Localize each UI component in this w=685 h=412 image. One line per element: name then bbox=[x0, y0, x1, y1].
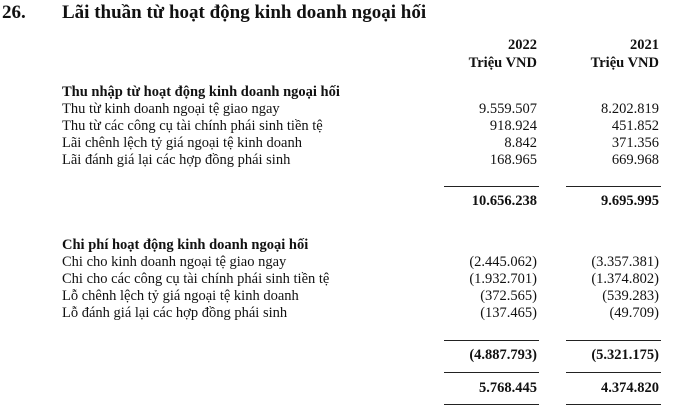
expense-total-2021: (5.321.175) bbox=[591, 347, 659, 363]
income-row-label: Thu từ các công cụ tài chính phái sinh tiền tệ bbox=[62, 118, 323, 134]
income-row-label: Thu từ kinh doanh ngoại tệ giao ngay bbox=[62, 101, 280, 117]
expense-section-title: Chi phí hoạt động kinh doanh ngoại hối bbox=[62, 237, 309, 253]
expense-row-2022: (137.465) bbox=[480, 305, 537, 321]
expense-row-label: Lỗ chênh lệch tỷ giá ngoại tệ kinh doanh bbox=[62, 288, 299, 304]
expense-row-2021: (49.709) bbox=[609, 305, 659, 321]
expense-row-2022: (372.565) bbox=[480, 288, 537, 304]
expense-row-2021: (1.374.802) bbox=[591, 271, 659, 287]
income-row-2022: 9.559.507 bbox=[479, 101, 537, 117]
income-total-2021: 9.695.995 bbox=[601, 193, 659, 209]
income-row-2021: 669.968 bbox=[611, 152, 659, 168]
income-row-2021: 8.202.819 bbox=[601, 101, 659, 117]
income-row-2021: 371.356 bbox=[611, 135, 659, 151]
expense-row-2022: (1.932.701) bbox=[469, 271, 537, 287]
income-row-2022: 168.965 bbox=[489, 152, 537, 168]
expense-row-2021: (539.283) bbox=[602, 288, 659, 304]
income-total-2022: 10.656.238 bbox=[471, 193, 537, 209]
income-total-rule-2021 bbox=[566, 186, 661, 187]
expense-total-rule-2022 bbox=[444, 340, 539, 341]
expense-row-label: Lỗ đánh giá lại các hợp đồng phái sinh bbox=[62, 305, 288, 321]
expense-total-rule-2021 bbox=[566, 340, 661, 341]
income-row-2022: 918.924 bbox=[489, 118, 537, 134]
expense-row-2022: (2.445.062) bbox=[469, 254, 537, 270]
note-title: Lãi thuần từ hoạt động kinh doanh ngoại hối bbox=[62, 2, 427, 23]
income-total-rule-2022 bbox=[444, 186, 539, 187]
expense-row-label: Chi cho kinh doanh ngoại tệ giao ngay bbox=[62, 254, 287, 270]
expense-row-label: Chi cho các công cụ tài chính phái sinh tiền tệ bbox=[62, 271, 330, 287]
column-year-2022: 2022 bbox=[508, 37, 537, 53]
column-unit-2022: Triệu VND bbox=[468, 55, 537, 71]
income-section-title: Thu nhập từ hoạt động kinh doanh ngoại hối bbox=[62, 84, 340, 100]
net-total-rule-2021 bbox=[566, 372, 661, 373]
expense-row-2021: (3.357.381) bbox=[591, 254, 659, 270]
net-total-rule-2022 bbox=[444, 372, 539, 373]
net-total-2022: 5.768.445 bbox=[479, 380, 537, 396]
net-total-2021: 4.374.820 bbox=[601, 380, 659, 396]
column-year-2021: 2021 bbox=[630, 37, 659, 53]
income-row-2021: 451.852 bbox=[611, 118, 659, 134]
note-number: 26. bbox=[2, 2, 26, 23]
net-total-underline-2021 bbox=[566, 404, 661, 405]
income-row-label: Lãi chênh lệch tỷ giá ngoại tệ kinh doanh bbox=[62, 135, 302, 151]
column-unit-2021: Triệu VND bbox=[590, 55, 659, 71]
column-header-2021 bbox=[591, 36, 659, 72]
income-row-label: Lãi đánh giá lại các hợp đồng phái sinh bbox=[62, 152, 291, 168]
income-row-2022: 8.842 bbox=[504, 135, 537, 151]
column-header-2022 bbox=[469, 36, 537, 72]
net-total-underline-2022 bbox=[444, 404, 539, 405]
expense-total-2022: (4.887.793) bbox=[469, 347, 537, 363]
